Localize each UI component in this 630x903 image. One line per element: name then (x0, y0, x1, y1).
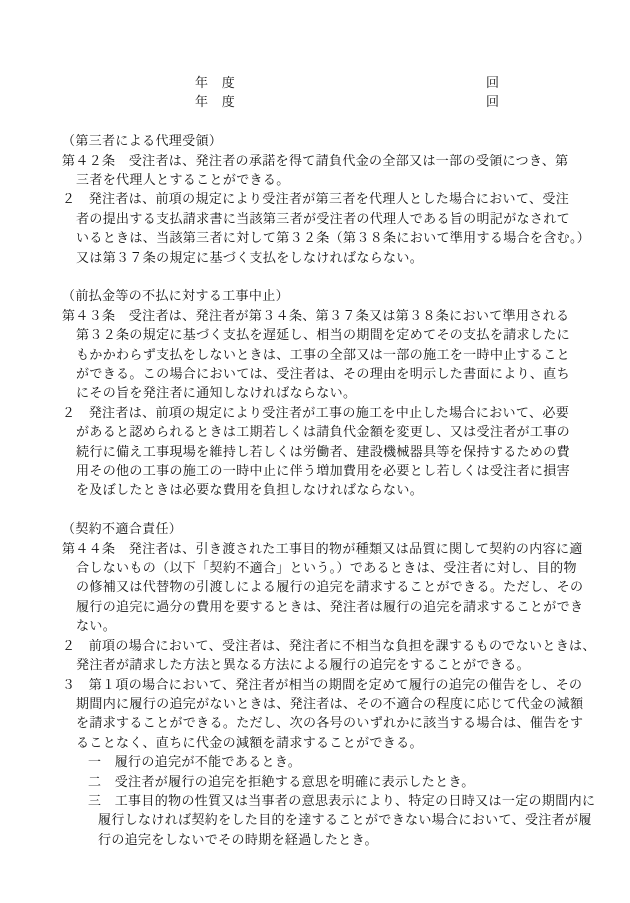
fiscal-year-row (62, 92, 572, 111)
document-line: にその旨を発注者に通知しなければならない。 (76, 385, 357, 401)
document-line: ない。 (76, 618, 117, 634)
document-line: 又は第３７条の規定に基づく支払をしなければならない。 (76, 249, 424, 265)
section-article-42 (62, 131, 591, 267)
document-line: 行の追完をしないでその時期を経過したとき。 (98, 831, 378, 847)
document-line: 続行に備え工事現場を維持し若しくは労働者、建設機械器具等を保持するための費 (76, 443, 570, 459)
document-line: 第４２条 受注者は、発注者の承諾を得て請負代金の全部又は一部の受領につき、第 (62, 152, 569, 168)
document-line: 三者を代理人とすることができる。 (76, 171, 290, 187)
document-line: 履行の追完に過分の費用を要するときは、発注者は履行の追完を請求することができ (76, 598, 584, 614)
document-line: 発注者が請求した方法と異なる方法による履行の追完をすることができる。 (76, 657, 530, 673)
section-article-43 (62, 286, 572, 499)
document-line: の修補又は代替物の引渡しによる履行の追完を請求することができる。ただし、その (76, 579, 584, 595)
document-line: ２ 前項の場合において、受注者は、発注者に不相当な負担を課するものでないときは、 (62, 637, 596, 653)
fiscal-year-row (62, 73, 572, 92)
section-heading: （契約不適合責任） (62, 521, 183, 537)
count-label: 回 (486, 75, 500, 90)
year-label: 年 度 (195, 75, 236, 90)
document-line: 三 工事目的物の性質又は当事者の意思表示により、特定の日時又は一定の期間内に (88, 792, 596, 808)
fiscal-year-header-block (62, 73, 572, 112)
year-label: 年 度 (195, 94, 236, 110)
document-line: いるときは、当該第三者に対して第３２条（第３８条において準用する場合を含む。） (76, 230, 591, 246)
count-label: 回 (486, 94, 500, 110)
document-line: 第４３条 受注者は、発注者が第３４条、第３７条又は第３８条において準用される (62, 307, 570, 323)
document-line: もかかわらず支払をしないときは、工事の全部又は一部の施工を一時中止すること (76, 346, 570, 362)
document-line: ができる。この場合においては、受注者は、その理由を明示した書面により、直ち (76, 366, 570, 382)
document-line: 合しないもの（以下「契約不適合」という。）であるときは、受注者に対し、目的物 (76, 560, 577, 576)
document-line: 第３２条の規定に基づく支払を遅延し、相当の期間を定めてその支払を請求したに (76, 327, 570, 343)
document-line: ることなく、直ちに代金の減額を請求することができる。 (76, 734, 423, 750)
document-line: 用その他の工事の施工の一時中止に伴う増加費用を必要とし若しくは受注者に損害 (76, 463, 570, 479)
document-line: を及ぼしたときは必要な費用を負担しなければならない。 (76, 482, 424, 498)
document-line: ２ 発注者は、前項の規定により受注者が工事の施工を中止した場合において、必要 (62, 404, 570, 420)
document-line: を請求することができる。ただし、次の各号のいずれかに該当する場合は、催告をす (76, 715, 584, 731)
document-line: 二 受注者が履行の追完を拒絶する意思を明確に表示したとき。 (88, 773, 475, 789)
section-heading: （第三者による代理受領） (62, 133, 223, 149)
document-line: があると認められるときは工期若しくは請負代金額を変更し、又は受注者が工事の (76, 424, 570, 440)
document-line: 者の提出する支払請求書に当該第三者が受注者の代理人である旨の明記がなされて (76, 210, 570, 226)
document-line: ３ 第１項の場合において、発注者が相当の期間を定めて履行の追完の催告をし、その (62, 676, 583, 692)
document-line: 履行しなければ契約をした目的を達することができない場合において、受注者が履 (98, 812, 592, 828)
article-sections (62, 131, 596, 849)
section-article-44 (62, 519, 596, 849)
document-line: 第４４条 発注者は、引き渡された工事目的物が種類又は品質に関して契約の内容に適 (62, 540, 583, 556)
document-line: 一 履行の追完が不能であるとき。 (88, 754, 302, 770)
section-heading: （前払金等の不払に対する工事中止） (62, 288, 289, 304)
document-line: 期間内に履行の追完がないときは、発注者は、その不適合の程度に応じて代金の減額 (76, 695, 584, 711)
document-line: ２ 発注者は、前項の規定により受注者が第三者を代理人とした場合において、受注 (62, 191, 570, 207)
